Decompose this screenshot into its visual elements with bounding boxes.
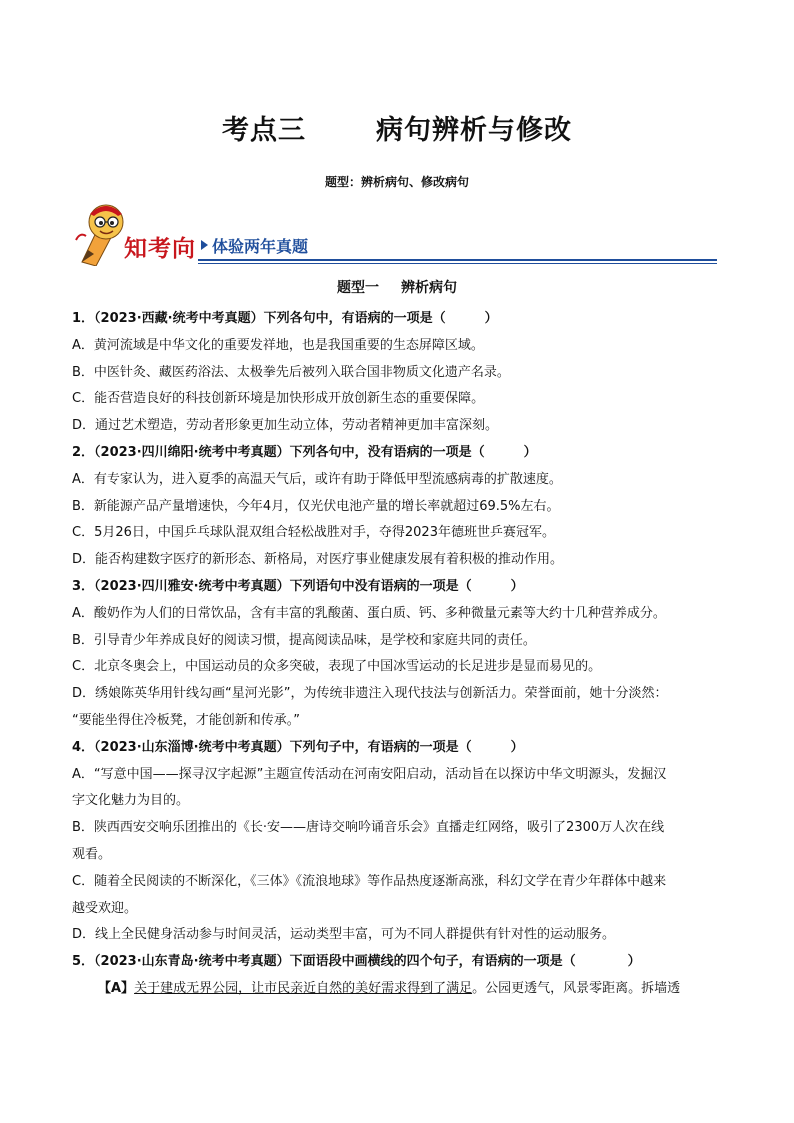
title-part-2: 病句辨析与修改	[376, 115, 572, 146]
option-continuation: “要能坐得住冷板凳，才能创新和传承。”	[72, 712, 300, 728]
option-continuation: 越受欢迎。	[72, 900, 138, 916]
passage-rest: 。公园更透气，风景零距离。拆墙透	[472, 980, 681, 996]
underlined-sentence: 关于建成无界公园，让市民亲近自然的美好需求得到了满足	[134, 980, 473, 996]
question-stem: 4．（2023·山东淄博·统考中考真题）下列句子中，有语病的一项是（ ）	[72, 739, 524, 755]
section-banner	[72, 200, 717, 270]
option: D．绣娘陈英华用针线勾画“星河光影”，为传统非遗注入现代技法与创新活力。荣誉面前，她十分淡然：	[72, 686, 668, 702]
option-continuation: 字文化魅力为目的。	[72, 793, 190, 809]
section-label: 题型一	[337, 280, 379, 296]
triangle-arrow-icon	[201, 240, 208, 250]
option: C．5月26日，中国乒乓球队混双组合轻松战胜对手，夺得2023年德班世乒赛冠军。	[72, 525, 555, 541]
option: A．“写意中国——探寻汉字起源”主题宣传活动在河南安阳启动，活动旨在以探访中华文明源头，发掘汉	[72, 766, 667, 782]
pencil-mascot-icon	[72, 200, 130, 266]
option: B．引导青少年养成良好的阅读习惯，提高阅读品味，是学校和家庭共同的责任。	[72, 632, 536, 648]
option: C．能否营造良好的科技创新环境是加快形成开放创新生态的重要保障。	[72, 391, 485, 407]
question-types-subtitle: 题型：辨析病句、修改病句	[324, 175, 469, 189]
question-stem: 5．（2023·山东青岛·统考中考真题）下面语段中画横线的四个句子，有语病的一项是（ ）	[72, 954, 641, 970]
title-part-1: 考点三	[222, 115, 306, 146]
option: B．中医针灸、藏医药浴法、太极拳先后被列入联合国非物质文化遗产名录。	[72, 364, 510, 380]
banner-title: 知考向	[124, 236, 196, 262]
option: B．新能源产品产量增速快，今年4月，仅光伏电池产量的增长率就超过69.5%左右。	[72, 498, 560, 514]
option: C．随着全民阅读的不断深化，《三体》《流浪地球》等作品热度逐渐高涨，科幻文学在青少年群体中越来	[72, 873, 667, 889]
option: D．线上全民健身活动参与时间灵活，运动类型丰富，可为不同人群提供有针对性的运动服务。	[72, 927, 616, 943]
banner-divider	[198, 259, 717, 261]
option: B．陕西西安交响乐团推出的《长·安——唐诗交响吟诵音乐会》直播走红网络，吸引了2300万人次在线	[72, 820, 665, 836]
banner-subtitle: 体验两年真题	[212, 237, 309, 256]
section-heading	[0, 277, 794, 297]
option: D．通过艺术塑造，劳动者形象更加生动立体，劳动者精神更加丰富深刻。	[72, 418, 499, 434]
option: D．能否构建数字医疗的新形态、新格局，对医疗事业健康发展有着积极的推动作用。	[72, 552, 564, 568]
passage-line	[72, 976, 722, 1003]
question-stem: 2．（2023·四川绵阳·统考中考真题）下列各句中，没有语病的一项是（ ）	[72, 444, 537, 460]
passage-tag: 【A】	[98, 980, 135, 996]
page-title	[0, 108, 794, 147]
option: A．黄河流域是中华文化的重要发祥地，也是我国重要的生态屏障区域。	[72, 337, 484, 353]
section-name: 辨析病句	[401, 280, 457, 296]
option-continuation: 观看。	[72, 846, 112, 862]
option: A．酸奶作为人们的日常饮品，含有丰富的乳酸菌、蛋白质、钙、多种微量元素等大约十几种营养成分。	[72, 605, 666, 621]
option: C．北京冬奥会上，中国运动员的众多突破，表现了中国冰雪运动的长足进步是显而易见的。	[72, 659, 602, 675]
option: A．有专家认为，进入夏季的高温天气后，或许有助于降低甲型流感病毒的扩散速度。	[72, 471, 562, 487]
question-stem: 1．（2023·西藏·统考中考真题）下列各句中，有语病的一项是（ ）	[72, 311, 498, 326]
banner-divider-thin	[198, 263, 717, 264]
question-list	[72, 306, 722, 1003]
question-stem: 3．（2023·四川雅安·统考中考真题）下列语句中没有语病的一项是（ ）	[72, 578, 524, 594]
